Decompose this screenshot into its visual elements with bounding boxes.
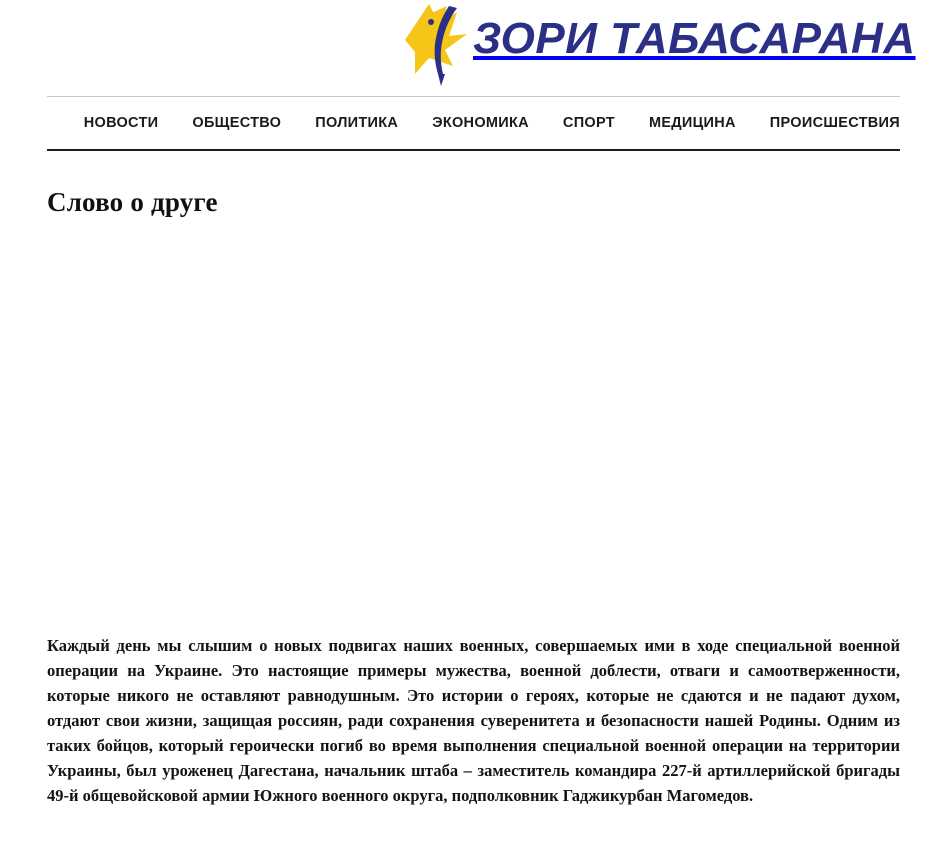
nav-item-obshchestvo[interactable]: ОБЩЕСТВО <box>192 115 282 131</box>
article <box>47 151 900 808</box>
article-body-text: Каждый день мы слышим о новых подвигах наших военных, совершаемых ими в ходе специальной военной операции на Украине. Это настоящие примеры мужества, военной доблести, отваги и самоотверженности, которые никого не оставляют равнодушным. Это истории о героях, которые не сдаются и не падают духом, отдают свои жизни, защищая россиян, ради сохранения суверенитета и безопасности нашей Родины. Одним из таких бойцов, который героически погиб во время выполнения специальной военной операции на территории Украины, был уроженец Дагестана, начальник штаба – заместитель командира 227-й артиллерийской бригады 49-й общевойсковой армии Южного военного округа, подполковник Гаджикурбан Магомедов. <box>47 636 900 805</box>
site-logo-text: ЗОРИ ТАБАСАРАНА <box>473 14 916 63</box>
site-logo[interactable] <box>395 0 916 86</box>
site-masthead <box>0 0 947 96</box>
main-navigation <box>47 97 900 151</box>
article-title: Слово о друге <box>47 187 218 217</box>
nav-item-medicina[interactable]: МЕДИЦИНА <box>648 115 736 131</box>
nav-item-ekonomika[interactable]: ЭКОНОМИКА <box>432 115 529 131</box>
nav-item-sport[interactable]: СПОРТ <box>562 115 615 131</box>
nav-item-proisshestviya[interactable]: ПРОИСШЕСТВИЯ <box>769 115 900 131</box>
nav-item-politika[interactable]: ПОЛИТИКА <box>315 115 399 131</box>
eagle-head-with-pen-icon <box>395 0 481 86</box>
article-image-placeholder <box>47 218 900 633</box>
nav-item-novosti[interactable]: НОВОСТИ <box>83 115 159 131</box>
